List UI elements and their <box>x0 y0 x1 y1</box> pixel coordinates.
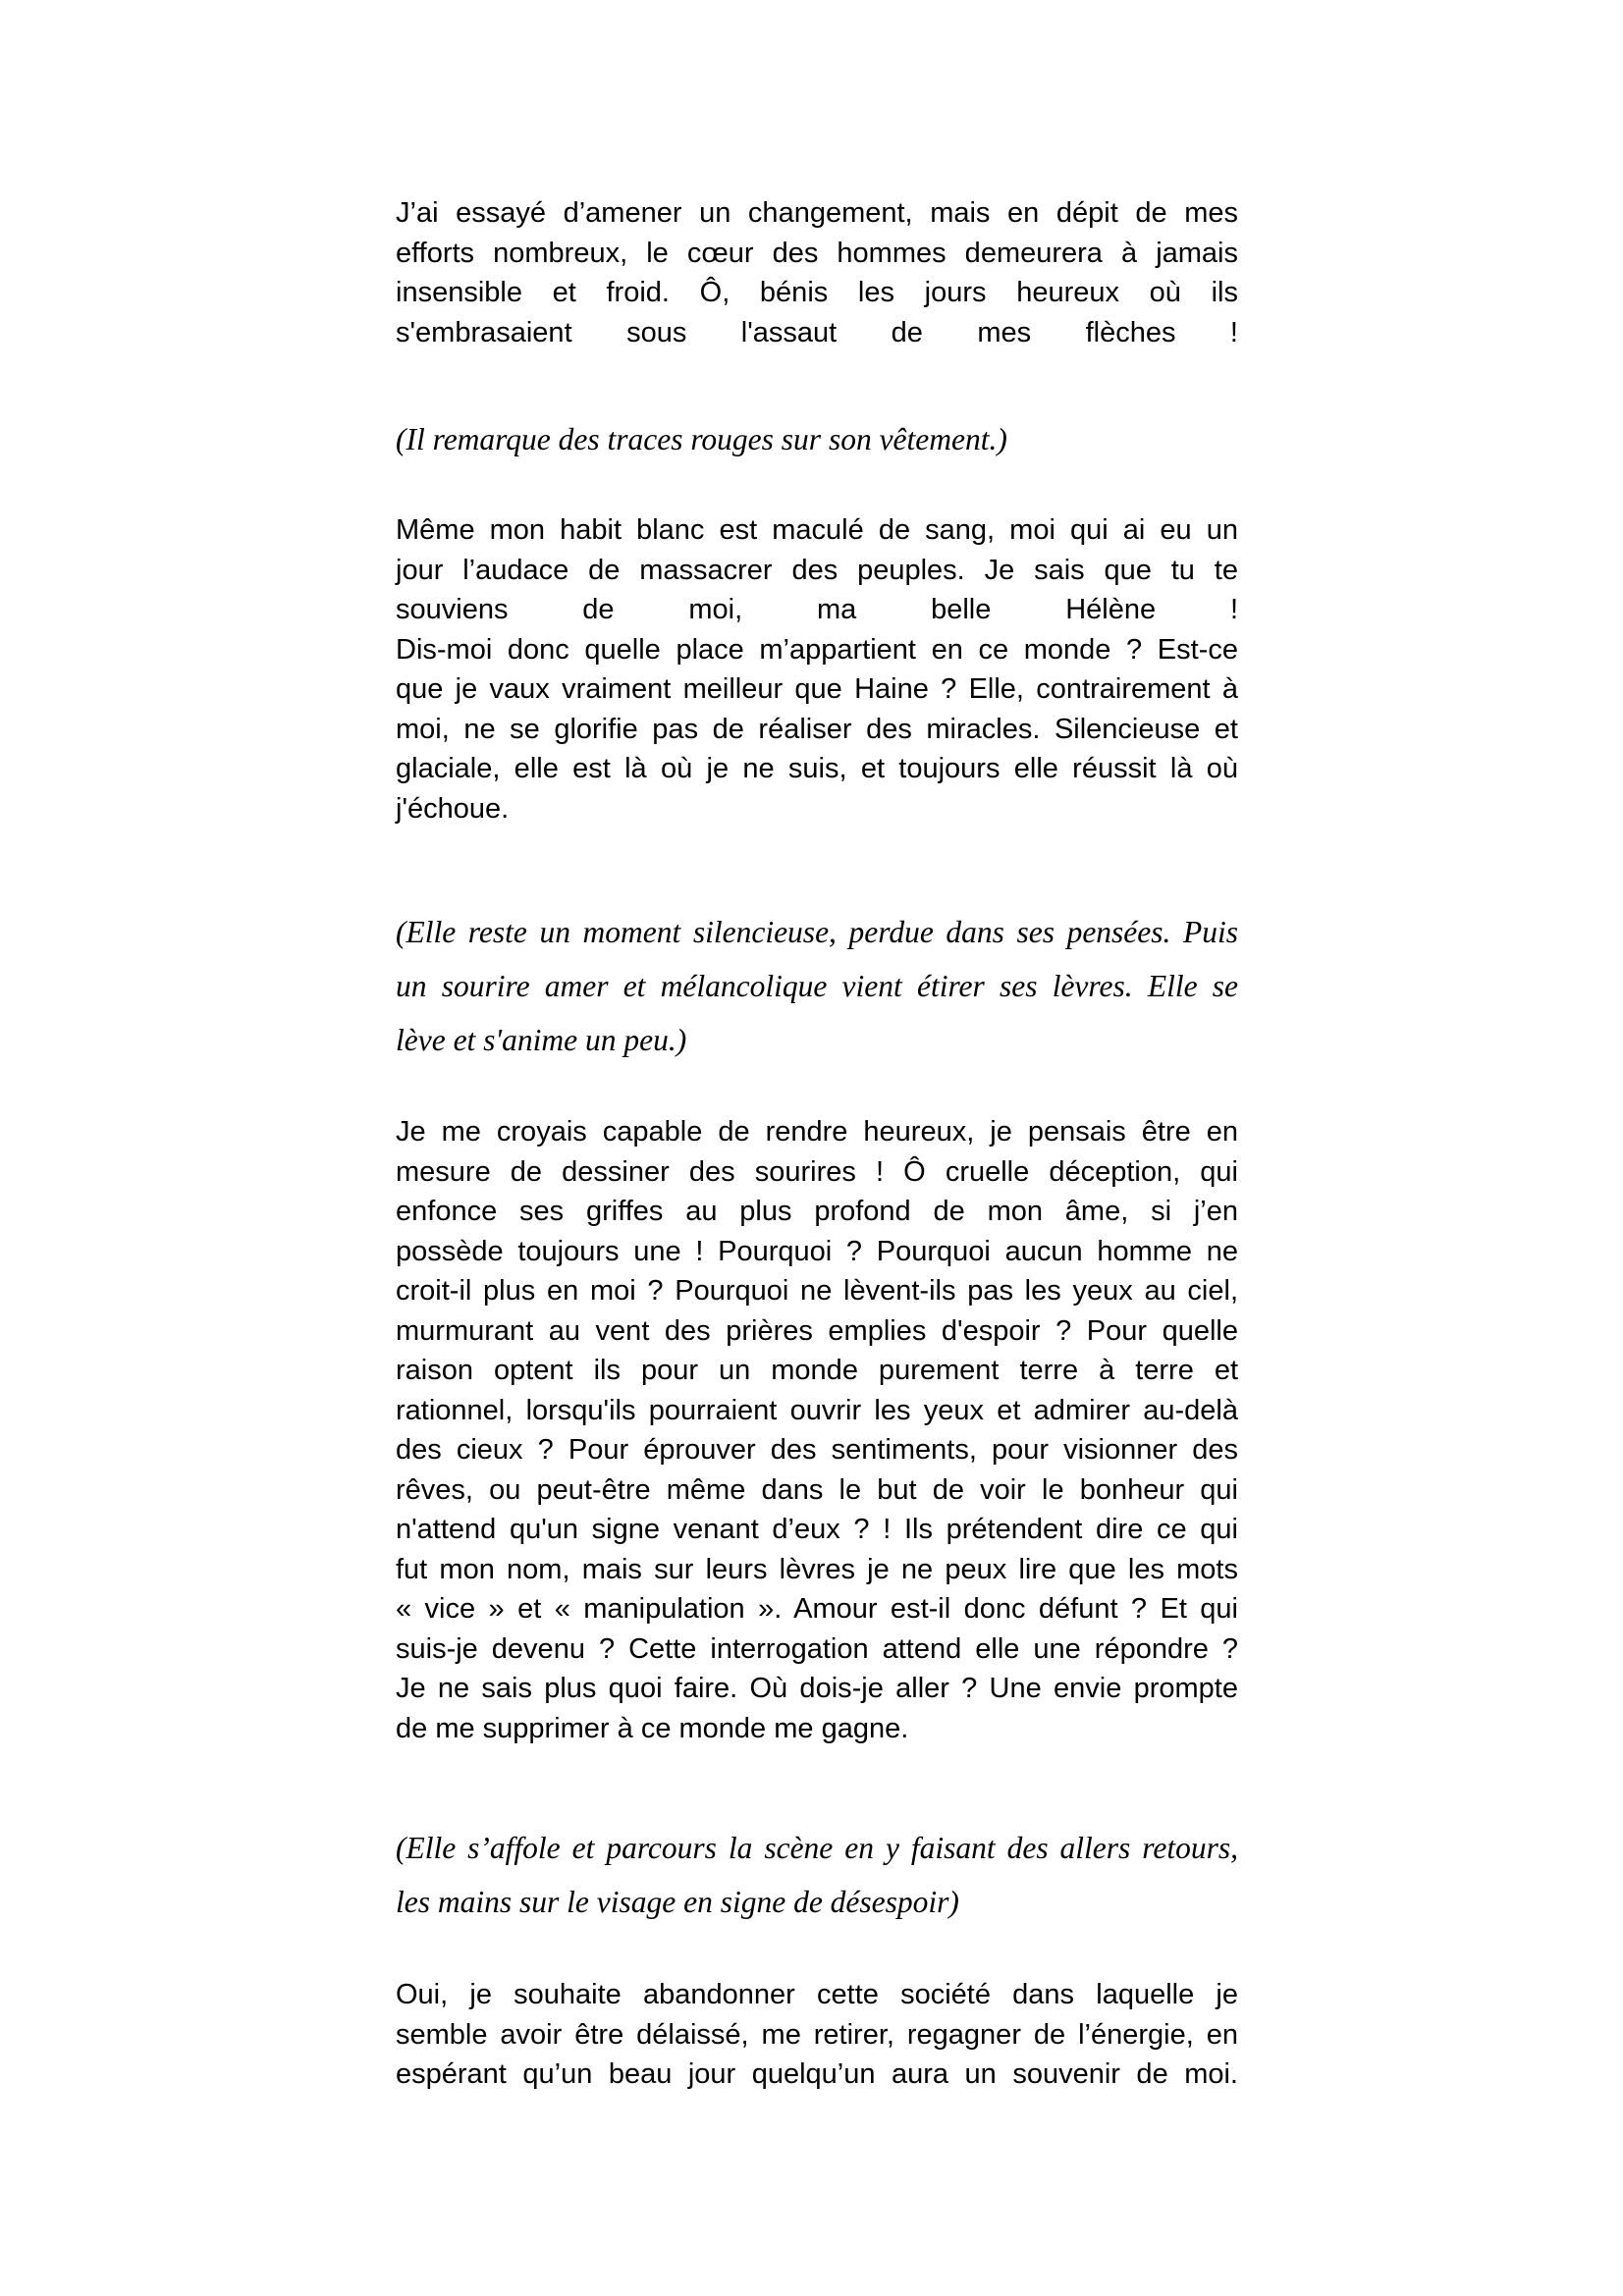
text-line: glaciale, elle est là où je ne suis, et toujours elle réussit là où <box>396 753 1238 784</box>
text-line: semble avoir être délaissé, me retirer, regagner de l’énergie, en <box>396 2018 1238 2051</box>
stage-direction-line: (Elle reste un moment silencieuse, perdue dans ses pensées. Puis <box>396 915 1238 949</box>
stage-direction-line: (Il remarque des traces rouges sur son vêtement.) <box>396 422 1007 456</box>
text-line: efforts nombreux, le cœur des hommes demeurera à jamais <box>396 237 1238 269</box>
stage-direction-2 <box>396 905 1238 1067</box>
text-line: Je me croyais capable de rendre heureux, je pensais être en <box>396 1116 1238 1148</box>
stage-direction-line: les mains sur le visage en signe de désespoir) <box>396 1885 959 1919</box>
text-line: rêves, ou peut-être même dans le but de voir le bonheur qui <box>396 1473 1238 1506</box>
text-line: possède toujours une ! Pourquoi ? Pourquoi aucun homme ne <box>396 1235 1238 1267</box>
text-line: souviens de moi, ma belle Hélène ! <box>396 594 1238 625</box>
text-line: j'échoue. <box>396 792 510 825</box>
text-line: insensible et froid. Ô, bénis les jours heureux où ils <box>396 277 1238 308</box>
text-line: des cieux ? Pour éprouver des sentiments, pour visionner des <box>396 1434 1238 1466</box>
text-line: croit-il plus en moi ? Pourquoi ne lèvent-ils pas les yeux au ciel, <box>396 1275 1238 1307</box>
text-line: suis-je devenu ? Cette interrogation attend elle une répondre ? <box>396 1632 1238 1665</box>
text-line: Même mon habit blanc est maculé de sang, moi qui ai eu un <box>396 514 1238 546</box>
text-line: J’ai essayé d’amener un changement, mais en dépit de mes <box>396 197 1238 229</box>
stage-direction-line: un sourire amer et mélancolique vient étirer ses lèvres. Elle se <box>396 969 1238 1003</box>
text-line: mesure de dessiner des sourires ! Ô cruelle déception, qui <box>396 1155 1238 1188</box>
stage-direction-1 <box>396 418 1238 461</box>
text-line: enfonce ses griffes au plus profond de mon âme, si j’en <box>396 1196 1238 1227</box>
text-line: moi, ne se glorifie pas de réaliser des miracles. Silencieuse et <box>396 713 1238 745</box>
text-line: raison optent ils pour un monde purement terre à terre et <box>396 1355 1238 1386</box>
text-line: que je vaux vraiment meilleur que Haine ? Elle, contrairement à <box>396 673 1238 705</box>
text-line: Je ne sais plus quoi faire. Où dois-je aller ? Une envie prompte <box>396 1673 1238 1704</box>
text-line: espérant qu’un beau jour quelqu’un aura un souvenir de moi. <box>396 2058 1238 2090</box>
text-line: jour l’audace de massacrer des peuples. Je sais que tu te <box>396 554 1238 586</box>
text-line: Oui, je souhaite abandonner cette société dans laquelle je <box>396 1979 1238 2010</box>
text-line: murmurant au vent des prières emplies d'espoir ? Pour quelle <box>396 1314 1238 1347</box>
text-line: de me supprimer à ce monde me gagne. <box>396 1712 909 1744</box>
stage-direction-line: (Elle s’affole et parcours la scène en y faisant des allers retours, <box>396 1831 1238 1865</box>
text-line: « vice » et « manipulation ». Amour est-il donc défunt ? Et qui <box>396 1593 1238 1625</box>
paragraph-4 <box>396 1975 1238 2095</box>
stage-direction-line: lève et s'anime un peu.) <box>396 1023 687 1057</box>
text-line: s'embrasaient sous l'assaut de mes flèches ! <box>396 316 1238 348</box>
stage-direction-3 <box>396 1821 1238 1929</box>
text-line: n'attend qu'un signe venant d’eux ? ! Ils prétendent dire ce qui <box>396 1514 1238 1545</box>
text-line: rationnel, lorsqu'ils pourraient ouvrir les yeux et admirer au-delà <box>396 1394 1238 1426</box>
text-line: fut mon nom, mais sur leurs lèvres je ne peux lire que les mots <box>396 1553 1238 1585</box>
text-line: Dis-moi donc quelle place m’appartient en ce monde ? Est-ce <box>396 633 1238 666</box>
paragraph-2 <box>396 510 1238 828</box>
paragraph-1 <box>396 193 1238 352</box>
paragraph-3 <box>396 1112 1238 1748</box>
